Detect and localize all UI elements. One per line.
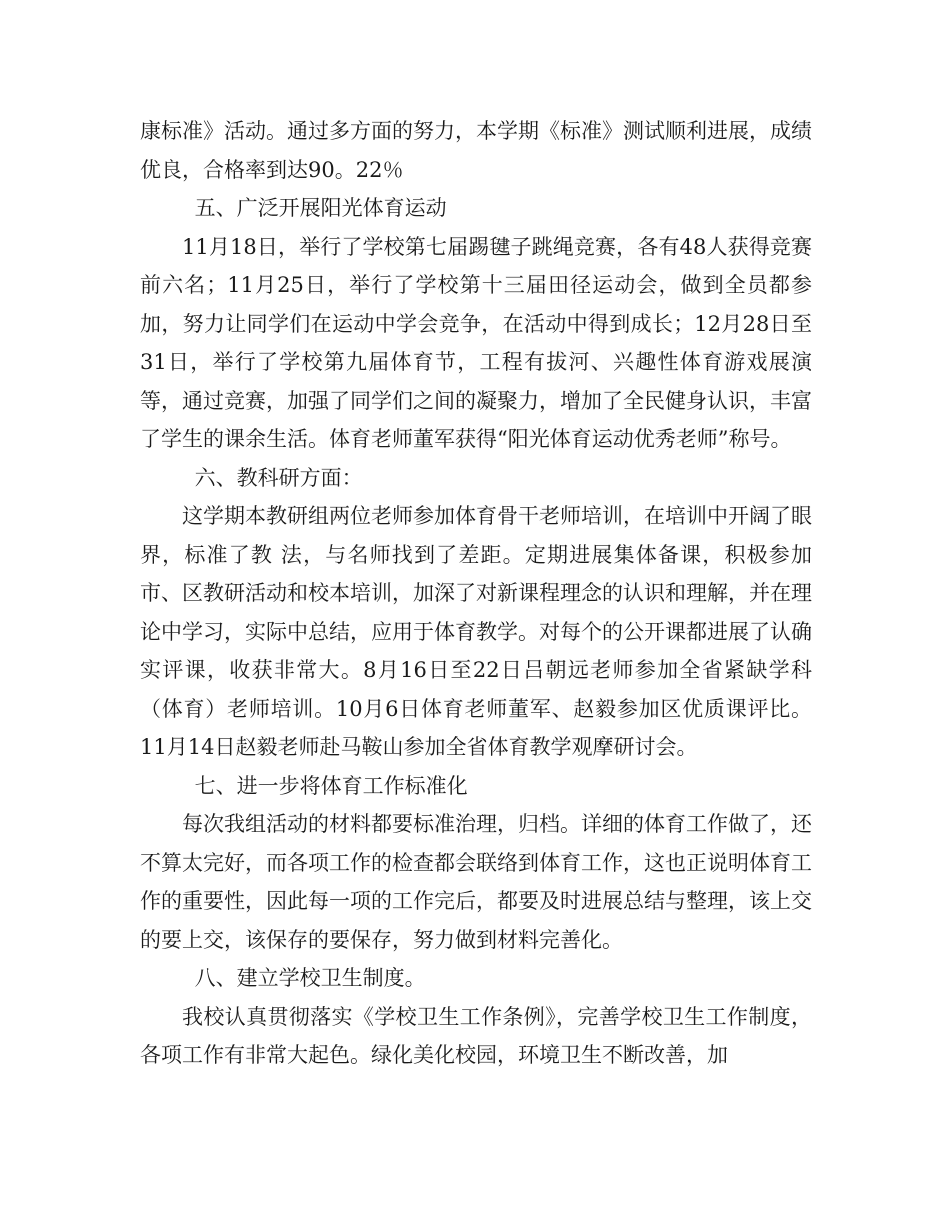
document-body bbox=[140, 112, 812, 1075]
paragraph-continued: 康标准》活动。通过多方面的努力，本学期《标准》测试顺利进展，成绩优良，合格率到达90。22％ bbox=[140, 119, 812, 182]
paragraph-standardization: 每次我组活动的材料都要标准治理，归档。详细的体育工作做了，还不算太完好，而各项工作的检查都会联络到体育工作，这也正说明体育工作的重要性，因此每一项的工作完后，都要及时进展总结与整理，该上交的要上交，该保存的要保存，努力做到材料完善化。 bbox=[140, 812, 812, 952]
section-heading-6: 六、教科研方面： bbox=[194, 465, 363, 490]
section-heading-5: 五、广泛开展阳光体育运动 bbox=[194, 196, 447, 220]
section-heading-7: 七、进一步将体育工作标准化 bbox=[194, 773, 468, 798]
paragraph-teaching-research: 这学期本教研组两位老师参加体育骨干老师培训，在培训中开阔了眼界，标准了教 法，与名师找到了差距。定期进展集体备课，积极参加市、区教研活动和校本培训，加深了对新课程理念的认识和理解，并在理论中学习，实际中总结，应用于体育教学。对每个的公开课都进展了认确实评课，收获非常大。8月16日至22日吕朝远老师参加全省紧缺学科（体育）老师培训。10月6日体育老师董军、赵毅参加区优质课评比。11月14日赵毅老师赴马鞍山参加全省体育教学观摩研讨会。 bbox=[140, 504, 812, 759]
paragraph-hygiene: 我校认真贯彻落实《学校卫生工作条例》，完善学校卫生工作制度，各项工作有非常大起色。绿化美化校园，环境卫生不断改善，加 bbox=[140, 1004, 812, 1067]
section-heading-8: 八、建立学校卫生制度。 bbox=[194, 966, 426, 990]
paragraph-sunshine-sports: 11月18日，举行了学校第七届踢毽子跳绳竞赛，各有48人获得竞赛前六名；11月25日，举行了学校第十三届田径运动会，做到全员都参加，努力让同学们在运动中学会竞争，在活动中得到成长；12月28日至31日，举行了学校第九届体育节，工程有拔河、兴趣性体育游戏展演等，通过竞赛，加强了同学们之间的凝聚力，增加了全民健身认识，丰富了学生的课余生活。体育老师董军获得“阳光体育运动优秀老师”称号。 bbox=[140, 234, 812, 451]
